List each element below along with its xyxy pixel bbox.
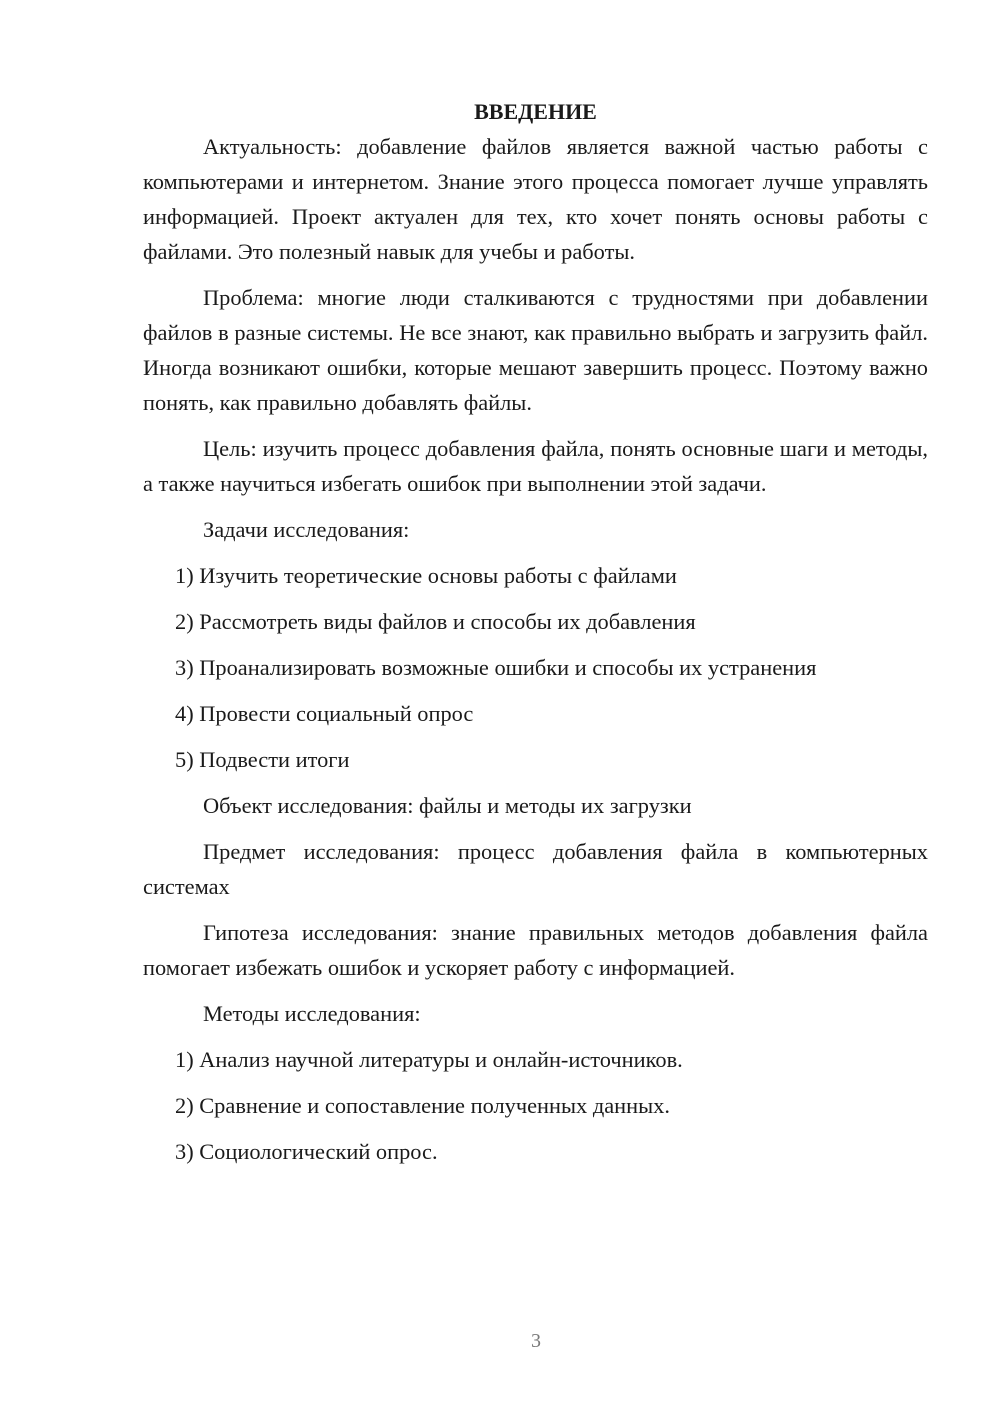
method-item: 2) Сравнение и сопоставление полученных данных.: [175, 1093, 670, 1118]
tasks-heading: Задачи исследования:: [203, 517, 410, 542]
page-number: 3: [531, 1330, 541, 1352]
task-item: 4) Провести социальный опрос: [175, 701, 474, 726]
research-object: Объект исследования: файлы и методы их загрузки: [203, 793, 692, 818]
section-title: ВВЕДЕНИЕ: [474, 99, 597, 124]
relevance-paragraph: Актуальность: добавление файлов является важной частью работы с компьютерами и интернетом. Знание этого процесса помогает лучше управлять информацией. Проект актуален для тех, кто хочет понять основы работы с файлами. Это полезный навык для учебы и работы.: [143, 134, 928, 264]
goal-paragraph: Цель: изучить процесс добавления файла, понять основные шаги и методы, а также научиться избегать ошибок при выполнении этой задачи.: [143, 436, 928, 496]
research-subject: Предмет исследования: процесс добавления файла в компьютерных системах: [143, 839, 928, 899]
problem-paragraph: Проблема: многие люди сталкиваются с трудностями при добавлении файлов в разные системы. Не все знают, как правильно выбрать и загрузить файл. Иногда возникают ошибки, которые мешают завершить процесс. Поэтому важно понять, как правильно добавлять файлы.: [143, 285, 928, 415]
research-hypothesis: Гипотеза исследования: знание правильных методов добавления файла помогает избежать ошибок и ускоряет работу с информацией.: [143, 920, 928, 980]
page-content: [143, 94, 928, 1180]
methods-heading: Методы исследования:: [203, 1001, 421, 1026]
method-item: 3) Социологический опрос.: [175, 1139, 438, 1164]
task-item: 5) Подвести итоги: [175, 747, 350, 772]
method-item: 1) Анализ научной литературы и онлайн-источников.: [175, 1047, 683, 1072]
task-item: 2) Рассмотреть виды файлов и способы их добавления: [175, 609, 696, 634]
task-item: 1) Изучить теоретические основы работы с файлами: [175, 563, 677, 588]
task-item: 3) Проанализировать возможные ошибки и способы их устранения: [175, 655, 817, 680]
